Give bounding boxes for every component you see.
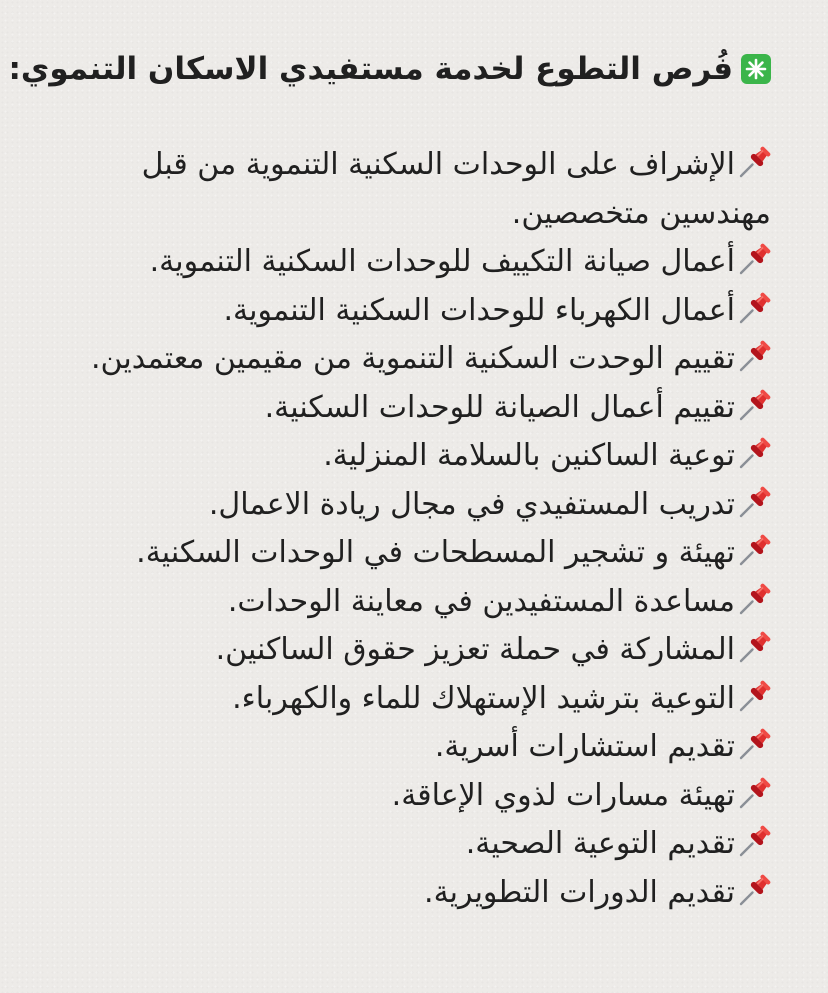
list-item [40,238,771,287]
list-item [40,675,771,724]
list-item-text: تقييم الوحدت السكنية التنموية من مقيمين معتمدين. [90,341,735,376]
list-item [40,432,771,481]
list-item-text: أعمال صيانة التكييف للوحدات السكنية التنموية. [149,244,735,279]
list-item-text: تقديم التوعية الصحية. [465,826,735,861]
pushpin-icon [737,243,771,277]
list-item [40,820,771,869]
list-item [40,723,771,772]
list-item [40,772,771,821]
list-item [40,384,771,433]
pushpin-icon [737,728,771,762]
pushpin-icon [737,389,771,423]
pushpin-icon [737,437,771,471]
list-item [40,481,771,530]
list-item-text: توعية الساكنين بالسلامة المنزلية. [323,438,735,473]
pushpin-icon [737,680,771,714]
list-item [40,287,771,336]
list-item [40,869,771,918]
list-item-text: تقييم أعمال الصيانة للوحدات السكنية. [264,389,735,425]
list-item-text: المشاركة في حملة تعزيز حقوق الساكنين. [215,632,735,667]
list-item-text: تهيئة و تشجير المسطحات في الوحدات السكنية. [136,535,735,570]
volunteer-opportunities-list [40,141,771,917]
list-item-text: مساعدة المستفيدين في معاينة الوحدات. [227,583,735,619]
pushpin-icon [737,825,771,859]
pushpin-icon [737,146,771,180]
list-item [40,578,771,627]
pushpin-icon [737,583,771,617]
list-item-text: تهيئة مسارات لذوي الإعاقة. [391,777,735,813]
title-text: فُرص التطوع لخدمة مستفيدي الاسكان التنموي: [8,51,733,87]
eight-spoked-asterisk-icon [741,54,771,84]
pushpin-icon [737,777,771,811]
pushpin-icon [737,340,771,374]
pushpin-icon [737,292,771,326]
list-item-text: تدريب المستفيدي في مجال ريادة الاعمال. [208,486,735,522]
list-item-text: التوعية بترشيد الإستهلاك للماء والكهرباء. [232,680,735,716]
list-item [40,626,771,675]
pushpin-icon [737,874,771,908]
list-item [40,529,771,578]
pushpin-icon [737,534,771,568]
pushpin-icon [737,486,771,520]
pushpin-icon [737,631,771,665]
note-title [8,44,771,94]
list-item-text: تقديم الدورات التطويرية. [424,874,735,910]
list-item [40,141,771,238]
list-item [40,335,771,384]
list-item-text: أعمال الكهرباء للوحدات السكنية التنموية. [223,292,735,328]
list-item-text: تقديم استشارات أسرية. [434,729,735,764]
list-item-text: الإشراف على الوحدات السكنية التنموية من قبل مهندسين متخصصين. [141,147,771,231]
